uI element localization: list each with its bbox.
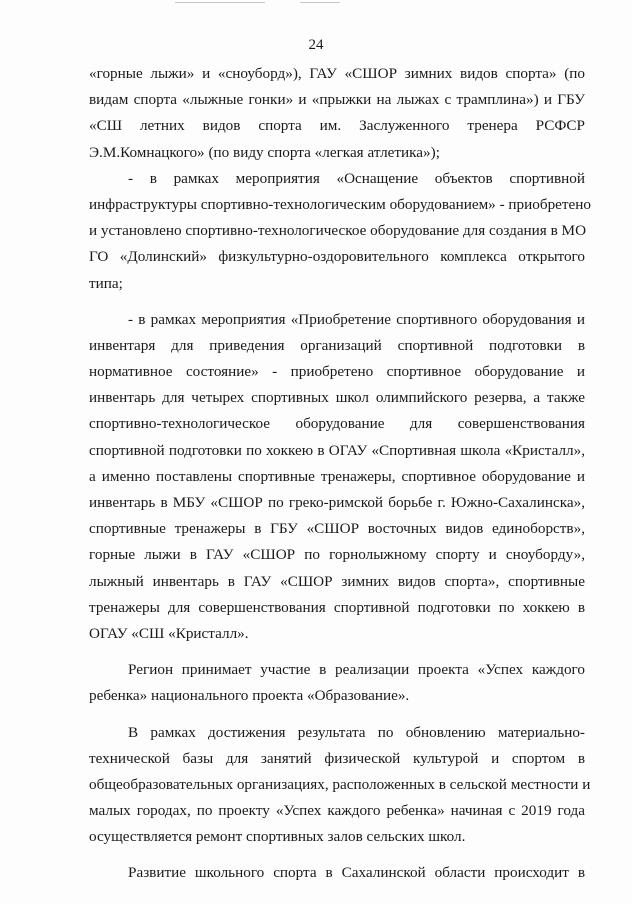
text-line: осуществляется ремонт спортивных залов сельских школ. (89, 828, 466, 846)
text-line: спортивной подготовки по хоккею в ОГАУ «Спортивная школа «Кристалл», (89, 441, 585, 459)
text-line: ребенка» национального проекта «Образование». (89, 687, 410, 705)
text-line: «горные лыжи» и «сноуборд»), ГАУ «СШОР зимних видов спорта» (по (89, 65, 585, 82)
scan-artifact (300, 2, 340, 3)
paragraph (89, 166, 592, 297)
text-line: спортивно-технологическое оборудование для совершенствования (89, 415, 585, 433)
text-line: ГО «Долинский» физкультурно-оздоровительного комплекса открытого (89, 248, 585, 266)
text-line: «СШ летних видов спорта им. Заслуженного тренера РСФСР (89, 117, 585, 135)
text-line: спортивные тренажеры в ГБУ «СШОР восточных видов единоборств», (89, 520, 585, 538)
text-line: нормативное состояние» - приобретено спортивное оборудование и (89, 363, 585, 381)
scan-artifact (175, 2, 265, 3)
paragraph-gap (89, 710, 585, 720)
text-line: инвентарь для четырех спортивных школ олимпийского резерва, а также (89, 389, 585, 407)
text-line: В рамках достижения результата по обновлению материально- (128, 723, 585, 741)
text-line: Э.М.Комнацкого» (по виду спорта «легкая атлетика»); (89, 143, 440, 161)
body-text (89, 61, 592, 887)
text-line: видам спорта «лыжные гонки» и «прыжки на лыжах с трамплина») и ГБУ (89, 91, 585, 109)
text-line: и установлено спортивно-технологическое оборудование для создания в МО (89, 222, 587, 240)
text-line: инфраструктуры спортивно-технологическим оборудованием» - приобретено (89, 195, 592, 213)
text-line: технической базы для занятий физической культурой и спортом в (89, 749, 585, 767)
paragraph (89, 61, 585, 166)
text-line: Регион принимает участие в реализации проекта «Успех каждого (128, 661, 585, 679)
text-line: общеобразовательных организациях, расположенных в сельской местности и (89, 775, 591, 793)
text-line: инвентарь в МБУ «СШОР по греко-римской борьбе г. Южно-Сахалинска», (89, 494, 585, 511)
page-number: 24 (308, 37, 324, 53)
text-line: - в рамках мероприятия «Оснащение объектов спортивной (128, 169, 585, 187)
text-line: а именно поставлены спортивные тренажеры, спортивное оборудование и (89, 467, 585, 485)
paragraph-gap (89, 297, 585, 307)
text-line: Развитие школьного спорта в Сахалинской области происходит в (128, 864, 585, 882)
text-line: типа; (89, 274, 123, 292)
paragraph (89, 307, 585, 647)
text-line: инвентаря для приведения организаций спортивной подготовки в (89, 336, 585, 354)
text-line: ОГАУ «СШ «Кристалл». (89, 624, 249, 642)
paragraph-gap (89, 647, 585, 657)
paragraph (89, 657, 585, 709)
text-line: тренажеры для совершенствования спортивной подготовки по хоккею в (89, 598, 585, 616)
text-line: лыжный инвентарь в ГАУ «СШОР зимних видов спорта», спортивные (89, 572, 585, 590)
text-line: горные лыжи в ГАУ «СШОР по горнолыжному спорту и сноуборду», (89, 546, 585, 564)
paragraph (89, 720, 591, 851)
text-line: - в рамках мероприятия «Приобретение спортивного оборудования и (128, 310, 585, 328)
paragraph-gap (89, 850, 585, 860)
text-line: малых городах, по проекту «Успех каждого ребенка» начиная с 2019 года (89, 802, 585, 820)
paragraph (89, 860, 585, 886)
